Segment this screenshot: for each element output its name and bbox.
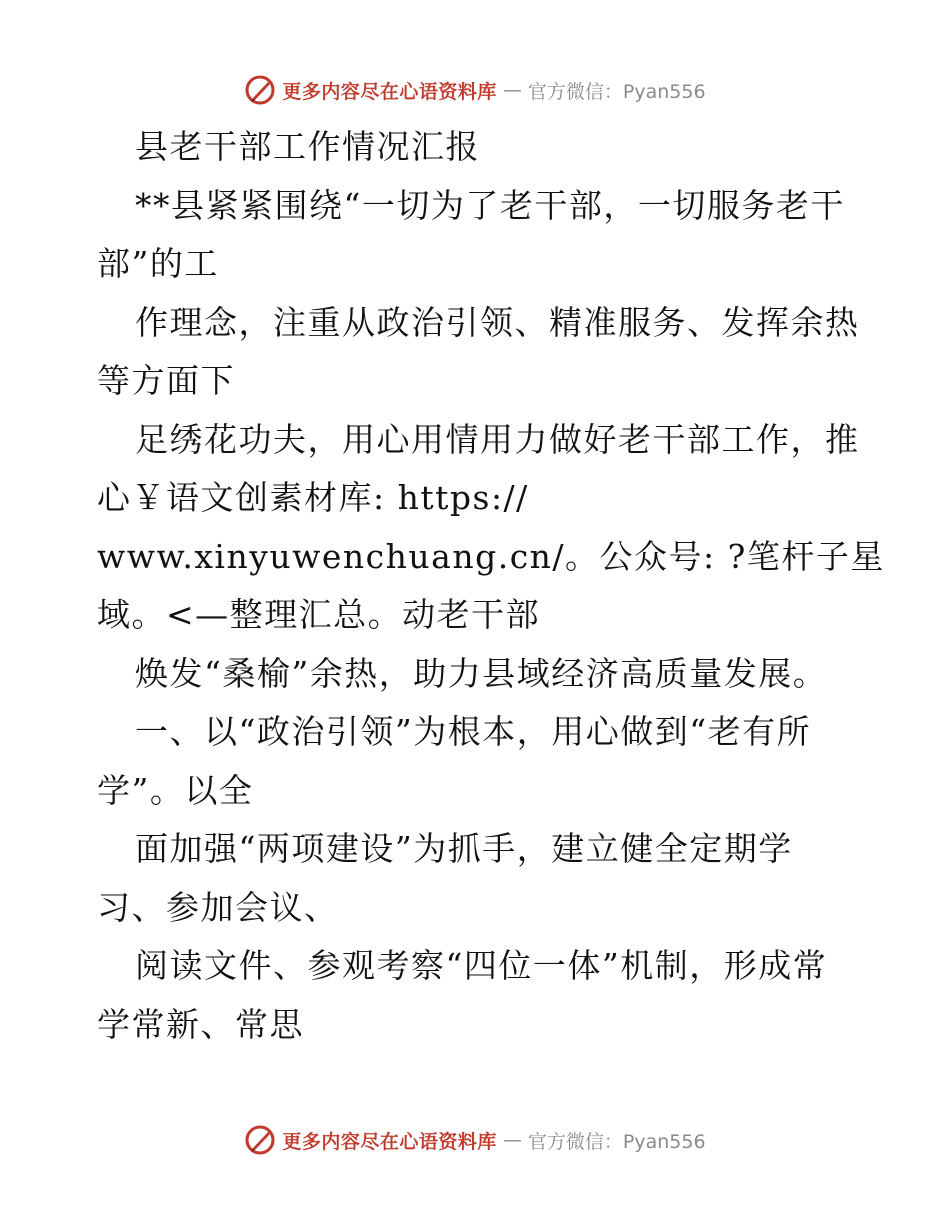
paragraph-line: **县紧紧围绕“一切为了老干部，一切服务老干 <box>135 185 845 225</box>
paragraph-line: www.xinyuwenchuang.cn/。公众号: ?笔杆子星 <box>97 536 885 576</box>
paragraph-line: 部”的工 <box>97 244 219 283</box>
document-title: 县老干部工作情况汇报 <box>135 127 480 166</box>
paragraph-line: 心￥语文创素材库: https:// <box>97 478 529 517</box>
paragraph-line: 等方面下 <box>97 361 235 400</box>
section-heading-line: 一、以“政治引领”为根本，用心做到“老有所 <box>135 712 812 751</box>
footer-watermark-banner <box>0 1120 950 1160</box>
pen-logo-icon <box>244 1124 276 1156</box>
paragraph-line: 学常新、常思 <box>97 1004 304 1044</box>
banner-contact-text: 官方微信：Pyan556 <box>527 1130 706 1153</box>
pen-logo-icon <box>244 74 276 106</box>
banner-main-text: 更多内容尽在心语资料库 <box>282 1130 497 1153</box>
banner-main-text: 更多内容尽在心语资料库 <box>282 80 497 103</box>
banner-contact-text: 官方微信：Pyan556 <box>527 80 706 103</box>
paragraph-line: 域。<—整理汇总。动老干部 <box>97 595 541 634</box>
paragraph-line: 作理念，注重从政治引领、精准服务、发挥余热 <box>135 302 860 342</box>
banner-dash: — <box>502 1129 522 1151</box>
banner-dash: — <box>502 79 522 101</box>
paragraph-line: 学”。以全 <box>97 770 254 810</box>
document-body <box>97 118 885 1054</box>
header-watermark-banner <box>0 70 950 110</box>
paragraph-line: 习、参加会议、 <box>97 887 339 927</box>
paragraph-line: 面加强“两项建设”为抓手，建立健全定期学 <box>135 829 793 868</box>
paragraph-line: 阅读文件、参观考察“四位一体”机制，形成常 <box>135 946 828 985</box>
paragraph-line: 足绣花功夫，用心用情用力做好老干部工作，推 <box>135 419 860 459</box>
paragraph-line: 焕发“桑榆”余热，助力县域经济高质量发展。 <box>135 653 828 693</box>
